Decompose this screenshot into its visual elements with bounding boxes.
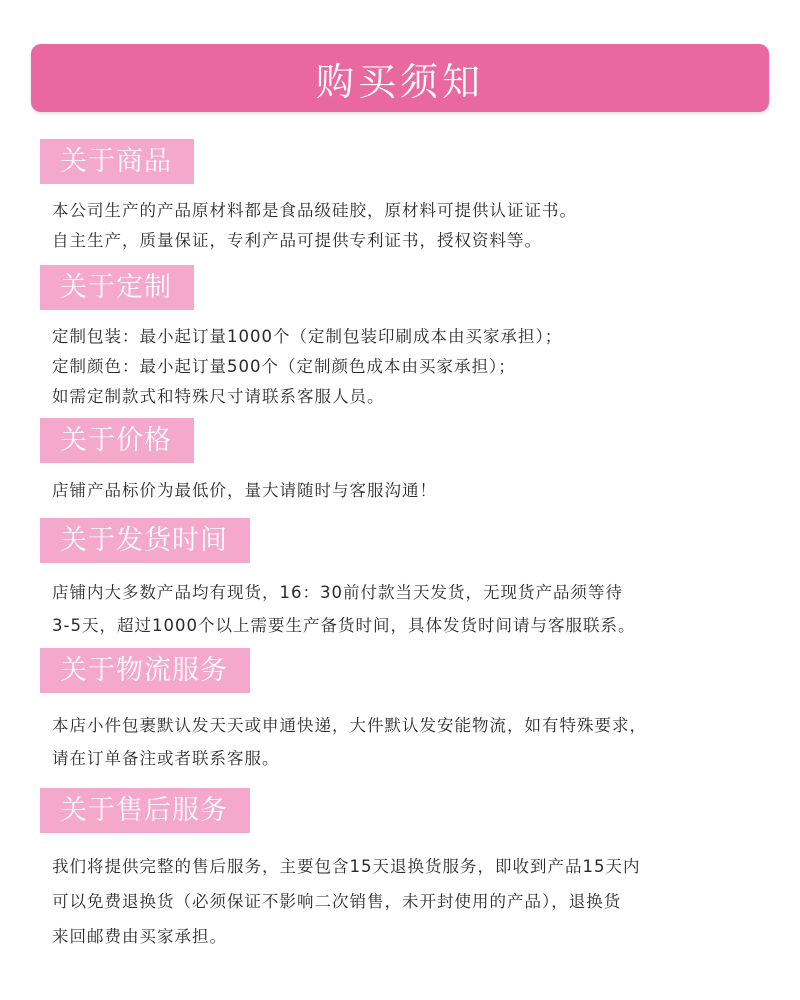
section-customization bbox=[40, 265, 780, 412]
body-line: 定制包装：最小起订量1000个（定制包装印刷成本由买家承担）； bbox=[52, 327, 563, 346]
section-body bbox=[40, 196, 780, 256]
section-logistics bbox=[40, 648, 780, 775]
page-title: 购买须知 bbox=[315, 59, 484, 104]
section-body bbox=[40, 322, 780, 412]
body-line: 本公司生产的产品原材料都是食品级硅胶，原材料可提供认证证书。 bbox=[52, 201, 577, 220]
section-heading: 关于价格 bbox=[40, 418, 194, 463]
body-line: 请在订单备注或者联系客服。 bbox=[52, 749, 280, 768]
section-heading: 关于发货时间 bbox=[40, 518, 250, 563]
section-heading: 关于物流服务 bbox=[40, 648, 250, 693]
body-line: 3-5天，超过1000个以上需要生产备货时间，具体发货时间请与客服联系。 bbox=[52, 616, 636, 635]
body-line: 我们将提供完整的售后服务，主要包含15天退换货服务，即收到产品15天内 bbox=[52, 857, 641, 876]
section-product bbox=[40, 139, 780, 256]
section-shipping-time bbox=[40, 518, 780, 642]
section-heading: 关于商品 bbox=[40, 139, 194, 184]
section-after-sales bbox=[40, 788, 780, 954]
section-price bbox=[40, 418, 780, 506]
section-heading: 关于定制 bbox=[40, 265, 194, 310]
section-body bbox=[40, 849, 780, 954]
body-line: 自主生产，质量保证，专利产品可提供专利证书，授权资料等。 bbox=[52, 231, 542, 250]
section-body bbox=[40, 476, 780, 506]
section-heading: 关于售后服务 bbox=[40, 788, 250, 833]
body-line: 可以免费退换货（必须保证不影响二次销售，未开封使用的产品），退换货 bbox=[52, 892, 622, 911]
body-line: 店铺产品标价为最低价，量大请随时与客服沟通！ bbox=[52, 481, 437, 500]
body-line: 本店小件包裹默认发天天或申通快递，大件默认发安能物流，如有特殊要求， bbox=[52, 716, 647, 735]
section-body bbox=[40, 709, 780, 775]
body-line: 店铺内大多数产品均有现货，16：30前付款当天发货，无现货产品须等待 bbox=[52, 583, 623, 602]
section-body bbox=[40, 576, 780, 642]
body-line: 如需定制款式和特殊尺寸请联系客服人员。 bbox=[52, 387, 385, 406]
body-line: 来回邮费由买家承担。 bbox=[52, 927, 227, 946]
title-banner bbox=[31, 44, 769, 112]
body-line: 定制颜色：最小起订量500个（定制颜色成本由买家承担）； bbox=[52, 357, 516, 376]
